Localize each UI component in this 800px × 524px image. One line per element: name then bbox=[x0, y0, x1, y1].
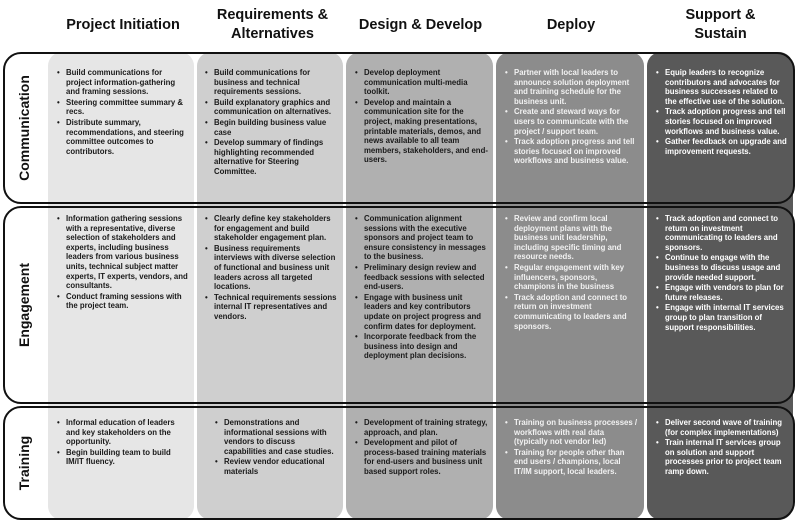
list-item: • Communication alignment sessions with the executive sponsors and project team to ensure consistency in messages to the business. bbox=[364, 214, 488, 262]
list-item: • Build communications for business and technical requirements sessions. bbox=[214, 68, 338, 97]
list-item: • Develop and maintain a communication site for the project, making presentations, printable materials, demos, and news available to all team members, stakeholders, and end-users. bbox=[364, 98, 488, 165]
list-item: • Gather feedback on upgrade and improvement requests. bbox=[665, 137, 787, 156]
header-support-sustain: Support & Sustain bbox=[685, 7, 756, 42]
list-item: • Equip leaders to recognize contributors and advocates for business successes related to the effective use of the solution. bbox=[665, 68, 787, 106]
cell-training-project-initiation bbox=[52, 418, 192, 468]
cell-training-requirements bbox=[210, 418, 342, 478]
header-design-develop: Design & Develop bbox=[358, 16, 483, 33]
list-item: • Create and steward ways for users to communicate with the project / support team. bbox=[514, 107, 638, 136]
header-deploy: Deploy bbox=[546, 16, 596, 33]
row-label-training: Training bbox=[16, 435, 33, 491]
list-item: • Develop summary of findings highlighting recommended alternative for Steering Committee. bbox=[214, 138, 338, 176]
row-label-engagement: Engagement bbox=[16, 262, 33, 348]
header-requirements-alternatives: Requirements & Alternatives bbox=[216, 7, 329, 42]
cell-engagement-support-sustain bbox=[651, 214, 791, 333]
cell-training-design-develop bbox=[350, 418, 492, 478]
cell-training-deploy bbox=[500, 418, 642, 478]
list-item: • Training for people other than end users / champions, local IT/IM support, local leaders. bbox=[514, 448, 638, 477]
list-item: • Conduct framing sessions with the project team. bbox=[66, 292, 188, 311]
cell-engagement-project-initiation bbox=[52, 214, 192, 312]
cell-communication-deploy bbox=[500, 68, 642, 167]
list-item: • Begin building team to build IM/IT fluency. bbox=[66, 448, 188, 467]
list-item: • Begin building business value case bbox=[214, 118, 338, 137]
list-item: • Review and confirm local deployment plans with the business unit leadership, including specific timing and resource needs. bbox=[514, 214, 638, 262]
list-item: • Track adoption and connect to return on investment communicating to leaders and sponsors. bbox=[514, 293, 638, 331]
list-item: • Technical requirements sessions internal IT representatives and vendors. bbox=[214, 293, 338, 322]
list-item: • Steering committee summary & recs. bbox=[66, 98, 188, 117]
row-label-communication: Communication bbox=[16, 75, 32, 181]
cell-engagement-deploy bbox=[500, 214, 642, 332]
list-item: • Engage with internal IT services group to plan transition of support responsibilities. bbox=[665, 303, 787, 332]
list-item: • Development of training strategy, approach, and plan. bbox=[364, 418, 488, 437]
list-item: • Regular engagement with key influencers, sponsors, champions in the business bbox=[514, 263, 638, 292]
list-item: • Continue to engage with the business to discuss usage and provide needed support. bbox=[665, 253, 787, 282]
list-item: • Partner with local leaders to announce solution deployment and training schedule for the business unit. bbox=[514, 68, 638, 106]
list-item: • Distribute summary, recommendations, and steering committee outcomes to contributors. bbox=[66, 118, 188, 156]
cell-communication-design-develop bbox=[350, 68, 492, 166]
list-item: • Build communications for project information-gathering and framing sessions. bbox=[66, 68, 188, 97]
list-item: • Engage with vendors to plan for future releases. bbox=[665, 283, 787, 302]
list-item: • Review vendor educational materials bbox=[224, 457, 338, 476]
list-item: • Track adoption progress and tell stories focused on improved workflows and business value. bbox=[665, 107, 787, 136]
list-item: • Information gathering sessions with a representative, diverse selection of stakeholders and experts, including business leaders from various business units, technical subject matter experts, IT experts, vendors, and consultants. bbox=[66, 214, 188, 291]
list-item: • Track adoption progress and tell stories focused on improved workflows and business value. bbox=[514, 137, 638, 166]
cell-communication-project-initiation bbox=[52, 68, 192, 157]
list-item: • Engage with business unit leaders and key contributors update on project progress and confirm dates for deployment. bbox=[364, 293, 488, 331]
list-item: • Business requirements interviews with diverse selection of functional and business unit leaders across all targeted locations. bbox=[214, 244, 338, 292]
list-item: • Develop deployment communication multi-media toolkit. bbox=[364, 68, 488, 97]
cell-engagement-requirements bbox=[200, 214, 342, 323]
list-item: • Build explanatory graphics and communication on alternatives. bbox=[214, 98, 338, 117]
cell-engagement-design-develop bbox=[350, 214, 492, 362]
list-item: • Train internal IT services group on solution and support processes prior to project team ramp down. bbox=[665, 438, 787, 476]
cell-communication-support-sustain bbox=[651, 68, 791, 157]
list-item: • Preliminary design review and feedback sessions with selected end-users. bbox=[364, 263, 488, 292]
list-item: • Clearly define key stakeholders for engagement and build stakeholder engagement plan. bbox=[214, 214, 338, 243]
header-project-initiation: Project Initiation bbox=[66, 16, 180, 33]
cell-communication-requirements bbox=[200, 68, 342, 178]
list-item: • Deliver second wave of training (for complex implementations) bbox=[665, 418, 787, 437]
list-item: • Track adoption and connect to return on investment communicating to leaders and sponsors. bbox=[665, 214, 787, 252]
list-item: • Informal education of leaders and key stakeholders on the opportunity. bbox=[66, 418, 188, 447]
list-item: • Development and pilot of process-based training materials for end-users and business unit based support roles. bbox=[364, 438, 488, 476]
list-item: • Demonstrations and informational sessions with vendors to discuss capabilities and case studies. bbox=[224, 418, 338, 456]
list-item: • Training on business processes / workflows with real data (typically not vendor led) bbox=[514, 418, 638, 447]
list-item: • Incorporate feedback from the business into design and deployment plan decisions. bbox=[364, 332, 488, 361]
cell-training-support-sustain bbox=[651, 418, 791, 478]
